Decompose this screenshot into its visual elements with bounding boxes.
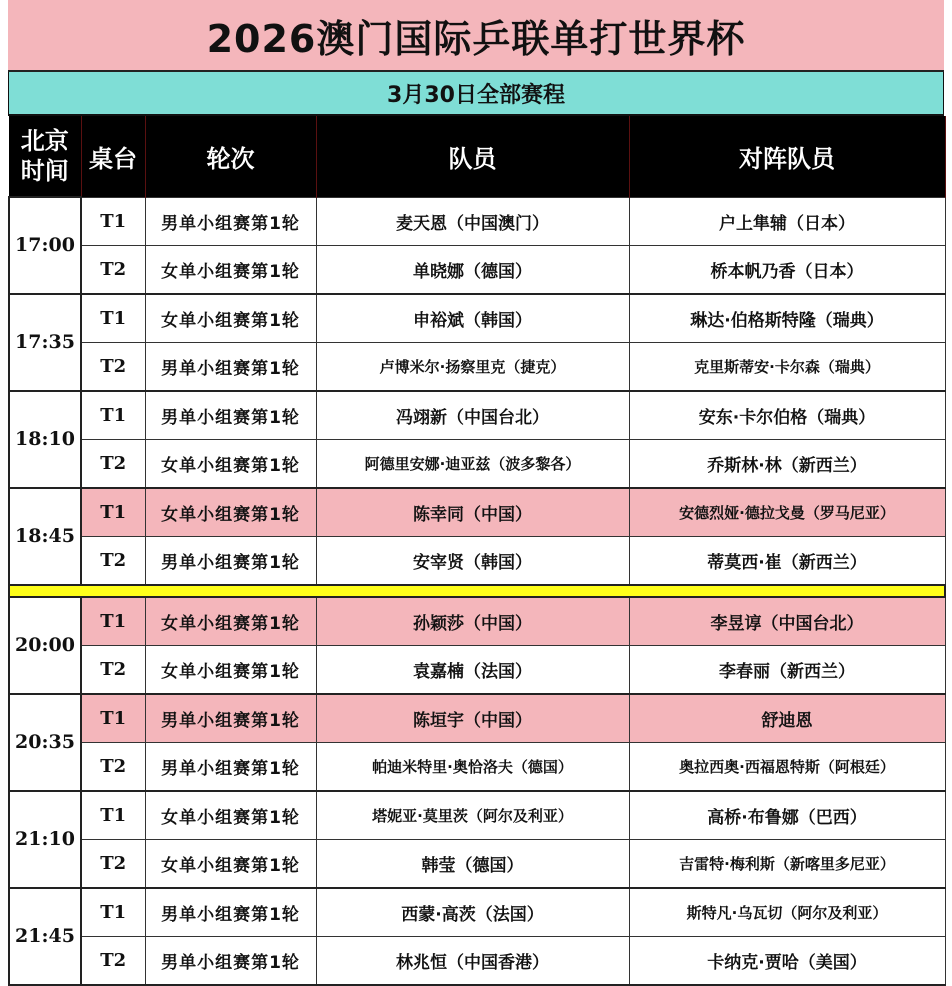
table-number-cell: T2 xyxy=(81,645,145,694)
table-row xyxy=(9,197,945,245)
player-cell: 卢博米尔·扬察里克（捷克） xyxy=(316,342,629,391)
round-cell: 女单小组赛第1轮 xyxy=(145,645,316,694)
round-cell: 男单小组赛第1轮 xyxy=(145,342,316,391)
opponent-cell: 安东·卡尔伯格（瑞典） xyxy=(629,391,945,440)
time-cell: 18:45 xyxy=(9,488,81,585)
table-row xyxy=(9,245,945,294)
time-cell: 21:10 xyxy=(9,791,81,888)
player-cell: 冯翊新（中国台北） xyxy=(316,391,629,440)
opponent-cell: 乔斯林·林（新西兰） xyxy=(629,439,945,488)
schedule-poster xyxy=(8,0,944,986)
opponent-cell: 舒迪恩 xyxy=(629,694,945,743)
player-cell: 韩莹（德国） xyxy=(316,839,629,888)
table-row xyxy=(9,839,945,888)
table-row xyxy=(9,742,945,791)
table-number-cell: T1 xyxy=(81,294,145,343)
table-number-cell: T1 xyxy=(81,888,145,937)
round-cell: 男单小组赛第1轮 xyxy=(145,888,316,937)
schedule-table xyxy=(8,116,946,986)
title-banner xyxy=(8,0,944,72)
table-number-cell: T1 xyxy=(81,597,145,646)
table-number-cell: T1 xyxy=(81,197,145,245)
round-cell: 女单小组赛第1轮 xyxy=(145,245,316,294)
table-row xyxy=(9,342,945,391)
player-cell: 安宰贤（韩国） xyxy=(316,536,629,585)
player-cell: 袁嘉楠（法国） xyxy=(316,645,629,694)
page-subtitle: 3月30日全部赛程 xyxy=(387,82,565,108)
table-number-cell: T1 xyxy=(81,694,145,743)
round-cell: 女单小组赛第1轮 xyxy=(145,488,316,537)
table-number-cell: T2 xyxy=(81,245,145,294)
table-row xyxy=(9,488,945,537)
header-opponent: 对阵队员 xyxy=(629,116,945,197)
table-row xyxy=(9,536,945,585)
opponent-cell: 卡纳克·贾哈（美国） xyxy=(629,936,945,985)
player-cell: 阿德里安娜·迪亚兹（波多黎各） xyxy=(316,439,629,488)
time-cell: 17:35 xyxy=(9,294,81,391)
time-cell: 20:00 xyxy=(9,597,81,694)
round-cell: 男单小组赛第1轮 xyxy=(145,936,316,985)
opponent-cell: 高桥·布鲁娜（巴西） xyxy=(629,791,945,840)
table-number-cell: T2 xyxy=(81,342,145,391)
table-row xyxy=(9,888,945,937)
round-cell: 女单小组赛第1轮 xyxy=(145,839,316,888)
player-cell: 西蒙·高茨（法国） xyxy=(316,888,629,937)
session-separator xyxy=(9,585,945,597)
table-number-cell: T2 xyxy=(81,439,145,488)
time-cell: 21:45 xyxy=(9,888,81,985)
opponent-cell: 克里斯蒂安·卡尔森（瑞典） xyxy=(629,342,945,391)
player-cell: 陈垣宇（中国） xyxy=(316,694,629,743)
player-cell: 帕迪米特里·奥恰洛夫（德国） xyxy=(316,742,629,791)
page-title: 2026澳门国际乒联单打世界杯 xyxy=(206,16,746,61)
opponent-cell: 户上隼辅（日本） xyxy=(629,197,945,245)
opponent-cell: 安德烈娅·德拉戈曼（罗马尼亚） xyxy=(629,488,945,537)
round-cell: 女单小组赛第1轮 xyxy=(145,791,316,840)
opponent-cell: 李昱谆（中国台北） xyxy=(629,597,945,646)
table-row xyxy=(9,936,945,985)
header-round: 轮次 xyxy=(145,116,316,197)
table-row xyxy=(9,439,945,488)
table-number-cell: T1 xyxy=(81,791,145,840)
time-cell: 20:35 xyxy=(9,694,81,791)
round-cell: 男单小组赛第1轮 xyxy=(145,197,316,245)
table-number-cell: T2 xyxy=(81,536,145,585)
table-number-cell: T1 xyxy=(81,391,145,440)
round-cell: 男单小组赛第1轮 xyxy=(145,536,316,585)
round-cell: 女单小组赛第1轮 xyxy=(145,294,316,343)
opponent-cell: 斯特凡·乌瓦切（阿尔及利亚） xyxy=(629,888,945,937)
round-cell: 男单小组赛第1轮 xyxy=(145,391,316,440)
round-cell: 女单小组赛第1轮 xyxy=(145,439,316,488)
opponent-cell: 蒂莫西·崔（新西兰） xyxy=(629,536,945,585)
header-time: 北京时间 xyxy=(9,116,81,197)
table-number-cell: T1 xyxy=(81,488,145,537)
subtitle-banner xyxy=(8,72,944,116)
round-cell: 男单小组赛第1轮 xyxy=(145,742,316,791)
table-row xyxy=(9,391,945,440)
round-cell: 男单小组赛第1轮 xyxy=(145,694,316,743)
player-cell: 麦天恩（中国澳门） xyxy=(316,197,629,245)
table-row xyxy=(9,791,945,840)
separator-bar xyxy=(9,585,945,597)
opponent-cell: 琳达·伯格斯特隆（瑞典） xyxy=(629,294,945,343)
opponent-cell: 吉雷特·梅利斯（新喀里多尼亚） xyxy=(629,839,945,888)
player-cell: 申裕斌（韩国） xyxy=(316,294,629,343)
time-cell: 17:00 xyxy=(9,197,81,294)
header-player: 队员 xyxy=(316,116,629,197)
table-number-cell: T2 xyxy=(81,742,145,791)
player-cell: 塔妮亚·莫里茨（阿尔及利亚） xyxy=(316,791,629,840)
table-row xyxy=(9,694,945,743)
opponent-cell: 奥拉西奥·西福恩特斯（阿根廷） xyxy=(629,742,945,791)
round-cell: 女单小组赛第1轮 xyxy=(145,597,316,646)
player-cell: 单晓娜（德国） xyxy=(316,245,629,294)
table-row xyxy=(9,294,945,343)
table-header-row xyxy=(9,116,945,197)
schedule-body xyxy=(9,197,945,985)
player-cell: 陈幸同（中国） xyxy=(316,488,629,537)
table-row xyxy=(9,645,945,694)
header-table: 桌台 xyxy=(81,116,145,197)
player-cell: 林兆恒（中国香港） xyxy=(316,936,629,985)
table-number-cell: T2 xyxy=(81,839,145,888)
opponent-cell: 李春丽（新西兰） xyxy=(629,645,945,694)
table-row xyxy=(9,597,945,646)
opponent-cell: 桥本帆乃香（日本） xyxy=(629,245,945,294)
table-number-cell: T2 xyxy=(81,936,145,985)
time-cell: 18:10 xyxy=(9,391,81,488)
player-cell: 孙颖莎（中国） xyxy=(316,597,629,646)
